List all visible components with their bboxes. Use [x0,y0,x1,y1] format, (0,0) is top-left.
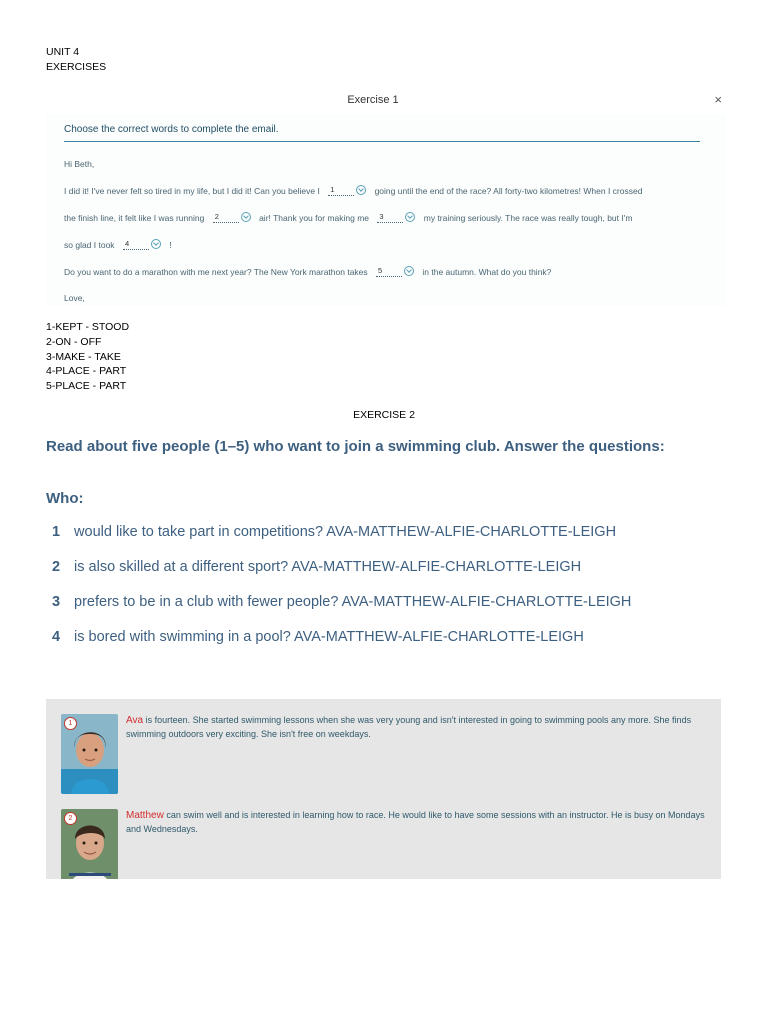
person-name: Ava [126,715,144,726]
avatar [61,714,118,794]
email-line-4 [64,266,551,277]
answer-item: 3-MAKE - TAKE [46,350,121,363]
chevron-down-icon[interactable] [404,266,414,276]
number-badge: 2 [64,812,77,825]
exercise1-body [46,114,726,306]
question-item [52,629,584,645]
email-text: going until the end of the race? All forty-two kilometres! When I crossed [374,186,643,196]
person-description [126,809,711,836]
gap-field-5[interactable] [376,266,402,277]
question-text: is also skilled at a different sport? AVA-MATTHEW-ALFIE-CHARLOTTE-LEIGH [74,559,582,575]
chevron-down-icon[interactable] [356,185,366,195]
document-header [46,45,106,74]
email-line-1 [64,185,642,196]
gap-field-4[interactable] [123,239,149,250]
email-closing: Love, [64,293,85,303]
gap-number: 4 [124,239,130,248]
number-badge: 1 [64,717,77,730]
people-panel [46,699,721,879]
person-name: Matthew [126,810,164,821]
answer-item: 1-KEPT - STOOD [46,321,130,333]
question-item [52,559,581,575]
exercise2-heading: EXERCISE 2 [353,409,415,421]
gap-field-1[interactable] [328,185,354,196]
divider [64,141,700,142]
gap-number: 5 [378,266,383,275]
question-number: 2 [52,559,61,575]
question-text: would like to take part in competitions? AVA-MATTHEW-ALFIE-CHARLOTTE-LEIGH [74,524,617,540]
question-item [52,594,631,610]
person-text: can swim well and is interested in learning how to race. He would like to have some sessions with an instructor. He is busy on Mondays and Wednesdays. [126,810,705,834]
gap-number: 2 [214,212,219,221]
question-number: 4 [52,629,61,645]
person-text: is fourteen. She started swimming lessons when she was very young and isn't interested in going to swimming pools any more. She finds swimming outdoors very exciting. She isn't free on weekdays. [126,715,692,739]
exercise1-titlebar [46,86,726,114]
email-text: so glad I took [64,240,115,250]
exercise1-instruction: Choose the correct words to complete the email. [64,124,279,135]
section-label: EXERCISES [46,60,107,73]
person-card-matthew [61,809,711,879]
email-line-3 [64,239,172,250]
email-text: Do you want to do a marathon with me next year? The New York marathon takes [64,267,368,277]
email-greeting: Hi Beth, [64,159,95,169]
question-number: 1 [52,524,61,540]
answer-item: 4-PLACE - PART [46,365,127,378]
avatar [61,809,118,879]
close-icon[interactable]: × [714,92,722,107]
chevron-down-icon[interactable] [241,212,251,222]
gap-number: 1 [330,185,335,194]
person-description [126,714,711,741]
exercise2-intro: Read about five people (1–5) who want to join a swimming club. Answer the questions: [46,438,665,455]
answer-list [46,320,129,394]
unit-label: UNIT 4 [46,46,80,58]
answer-item: 5-PLACE - PART [46,380,127,393]
who-heading: Who: [46,490,84,507]
email-text: ! [169,240,172,250]
email-text: the finish line, it felt like I was running [64,213,205,223]
question-number: 3 [52,594,61,610]
chevron-down-icon[interactable] [151,239,161,249]
email-text: air! Thank you for making me [259,213,369,223]
gap-number: 3 [379,212,384,221]
answer-item: 2-ON - OFF [46,335,102,348]
chevron-down-icon[interactable] [405,212,415,222]
question-text: is bored with swimming in a pool? AVA-MATTHEW-ALFIE-CHARLOTTE-LEIGH [74,629,584,645]
gap-field-2[interactable] [213,212,239,223]
exercise1-title: Exercise 1 [347,94,399,106]
email-line-2 [64,212,632,223]
email-text: I did it! I've never felt so tired in my life, but I did it! Can you believe I [64,186,320,196]
question-item [52,524,616,540]
exercise1-panel [46,86,726,306]
person-card-ava [61,714,711,796]
question-text: prefers to be in a club with fewer people? AVA-MATTHEW-ALFIE-CHARLOTTE-LEIGH [74,594,632,610]
email-text: my training seriously. The race was really tough, but I'm [423,213,633,223]
email-text: in the autumn. What do you think? [422,267,552,277]
gap-field-3[interactable] [377,212,403,223]
